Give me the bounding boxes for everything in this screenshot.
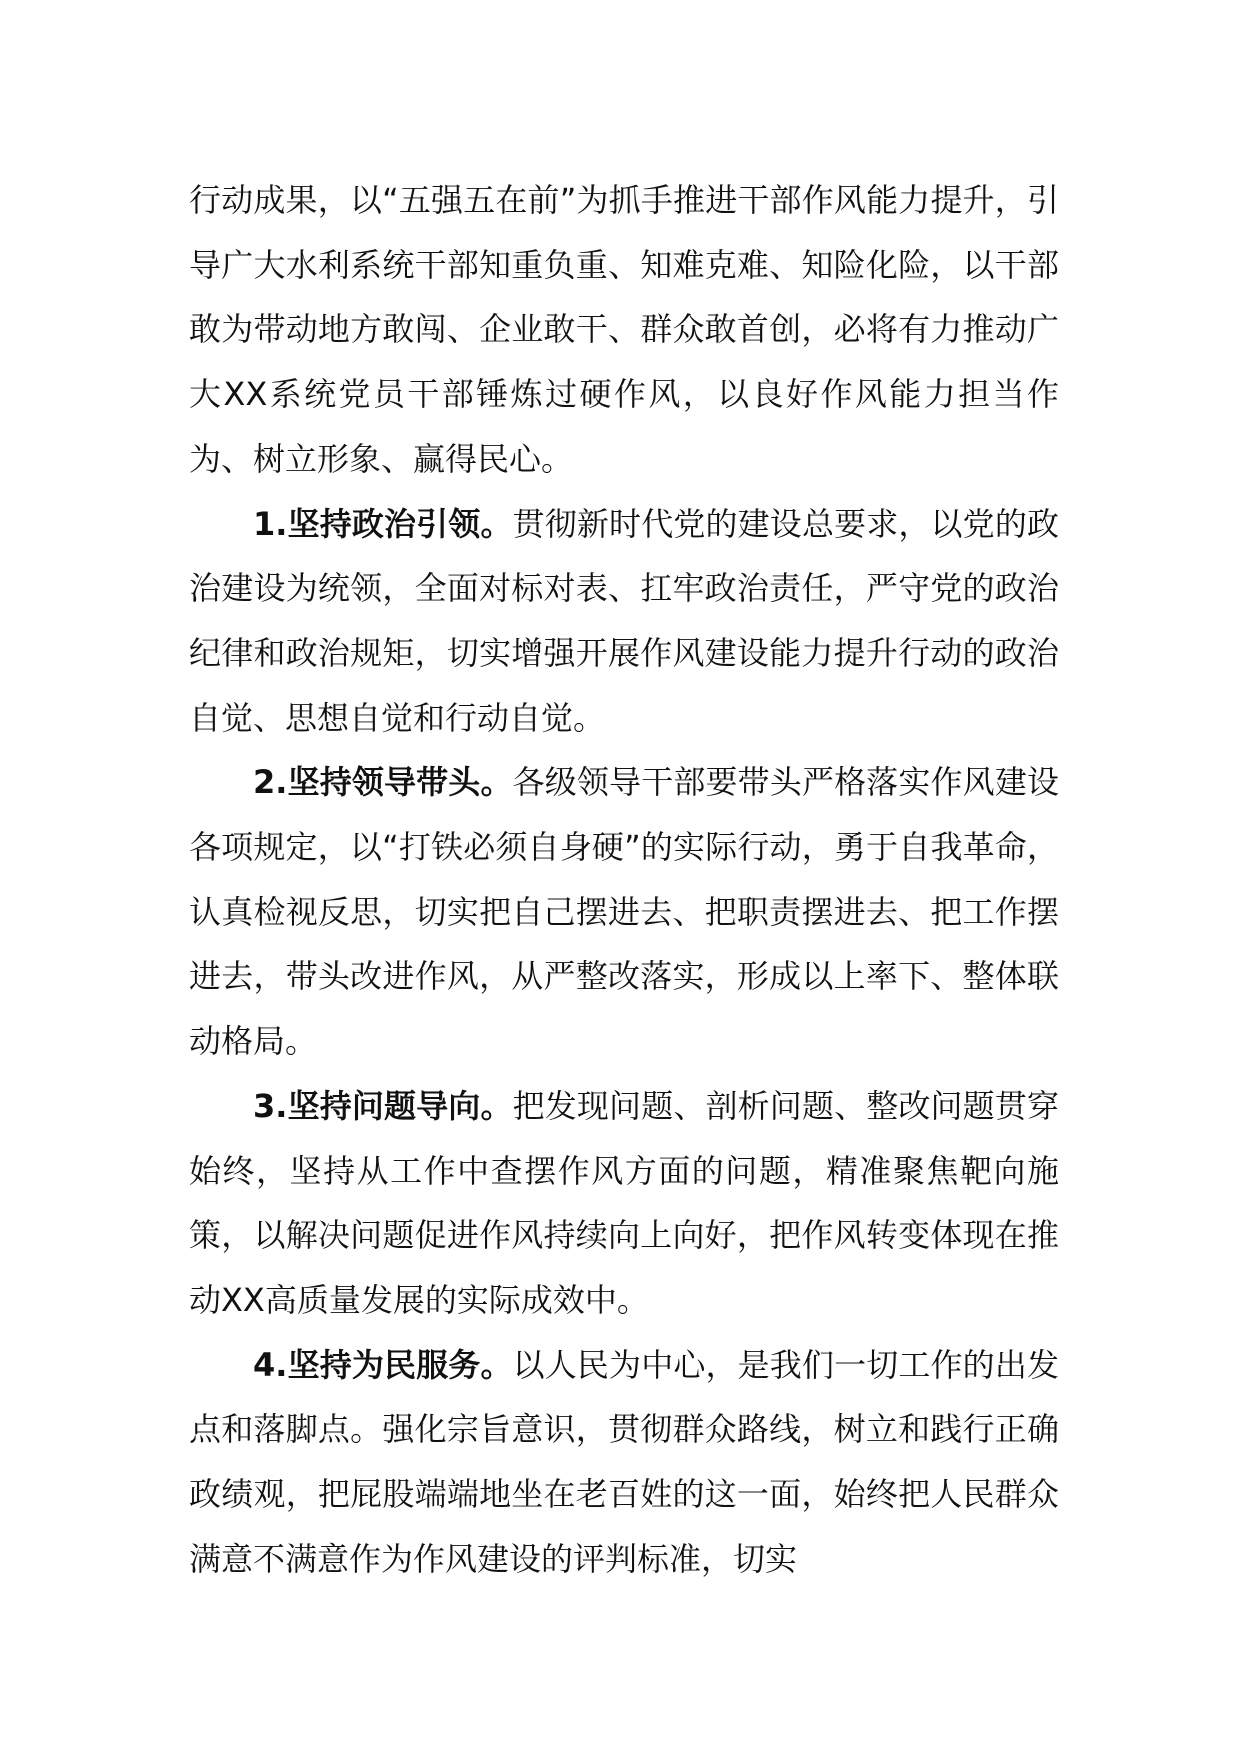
paragraph-text: 行动成果，以“五强五在前”为抓手推进干部作风能力提升，引导广大水利系统干部知重负重、知难克难、知险化险，以干部敢为带动地方敢闯、企业敢干、群众敢首创，必将有力推动广大XX系统党员干部锤炼过硬作风，以良好作风能力担当作为、树立形象、赢得民心。: [189, 181, 1059, 478]
paragraph-heading: 3.坚持问题导向。: [253, 1086, 513, 1125]
paragraph-text: 贯彻新时代党的建设总要求，以党的政治建设为统领，全面对标对表、扛牢政治责任，严守党的政治纪律和政治规矩，切实增强开展作风建设能力提升行动的政治自觉、思想自觉和行动自觉。: [189, 504, 1059, 737]
paragraph-text: 以人民为中心，是我们一切工作的出发点和落脚点。强化宗旨意识，贯彻群众路线，树立和践行正确政绩观，把屁股端端地坐在老百姓的这一面，始终把人民群众满意不满意作为作风建设的评判标准，切实: [189, 1345, 1059, 1578]
paragraph-4: [189, 1333, 1059, 1592]
paragraph-heading: 1.坚持政治引领。: [253, 504, 513, 543]
paragraph-3: [189, 1074, 1059, 1333]
paragraph-heading: 4.坚持为民服务。: [253, 1345, 513, 1384]
paragraph-2: [189, 750, 1059, 1074]
paragraph-text: 各级领导干部要带头严格落实作风建设各项规定，以“打铁必须自身硬”的实际行动，勇于自我革命，认真检视反思，切实把自己摆进去、把职责摆进去、把工作摆进去，带头改进作风，从严整改落实，形成以上率下、整体联动格局。: [189, 763, 1059, 1061]
paragraph-1: [189, 492, 1059, 751]
paragraph-text: 把发现问题、剖析问题、整改问题贯穿始终，坚持从工作中查摆作风方面的问题，精准聚焦靶向施策，以解决问题促进作风持续向上向好，把作风转变体现在推动XX高质量发展的实际成效中。: [189, 1086, 1059, 1319]
paragraph-heading: 2.坚持领导带头。: [253, 763, 513, 802]
paragraph-intro: [189, 168, 1059, 492]
document-page: [189, 168, 1059, 1591]
